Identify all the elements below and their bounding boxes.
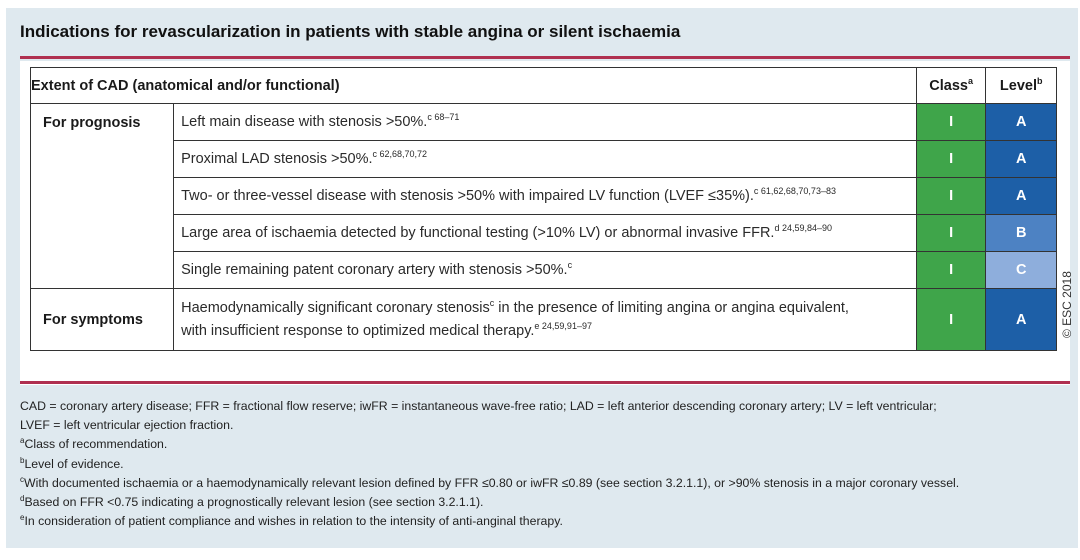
table-header-row [31, 68, 1057, 104]
class-badge: I [916, 141, 986, 178]
footnotes [20, 397, 1075, 531]
class-badge: I [916, 289, 986, 351]
recommendation-text: Large area of ischaemia detected by functional testing (>10% LV) or abnormal invasive FFR.$^{d 24,59,84-90}$ [174, 215, 917, 252]
recommendation-text: Proximal LAD stenosis >50%.$^{c 62,68,70,72}$ [174, 141, 917, 178]
class-badge: I [916, 252, 986, 289]
recommendation-text: Left main disease with stenosis >50%.$^{c 68-71}$ [174, 104, 917, 141]
footnote-b: $^b$Level of evidence. [20, 455, 124, 471]
recommendation-text: Haemodynamically significant coronary stenosis$^c$ in the presence of limiting angina or angina equivalent, with insufficient response to optimized medical therapy.$^{e 24,59,91-97}$ [174, 289, 917, 351]
header-class: Class$^a$ [916, 68, 986, 104]
group-label-symptoms: For symptoms [31, 289, 174, 351]
recommendation-box [6, 8, 1078, 548]
table-row [31, 289, 1057, 351]
level-badge: A [986, 178, 1057, 215]
table-title: Indications for revascularization in patients with stable angina or silent ischaemia [20, 22, 681, 41]
table-row [31, 252, 1057, 289]
table-row [31, 104, 1057, 141]
recommendation-text: Single remaining patent coronary artery with stenosis >50%.$^c$ [174, 252, 917, 289]
class-badge: I [916, 178, 986, 215]
table-row [31, 178, 1057, 215]
abbreviations-line-2: LVEF = left ventricular ejection fraction. [20, 418, 234, 433]
footnote-c: $^c$With documented ischaemia or a haemodynamically relevant lesion defined by FFR ≤0.80 or iwFR ≤0.89 (see section 3.2.1.1), or >90% stenosis in a major coronary vessel. [20, 474, 960, 490]
table-row [31, 141, 1057, 178]
class-badge: I [916, 104, 986, 141]
esc-copyright-watermark: © ESC 2018 [1060, 271, 1074, 338]
level-badge: B [986, 215, 1057, 252]
level-badge: A [986, 104, 1057, 141]
recommendation-text: Two- or three-vessel disease with stenosis >50% with impaired LV function (LVEF ≤35%).$^{c 61,62,68,70,73-83}$ [174, 178, 917, 215]
table-row [31, 215, 1057, 252]
class-badge: I [916, 215, 986, 252]
header-level: Level$^b$ [986, 68, 1057, 104]
level-badge: A [986, 289, 1057, 351]
abbreviations-line-1: CAD = coronary artery disease; FFR = fractional flow reserve; iwFR = instantaneous wave-free ratio; LAD = left anterior descending coronary artery; LV = left ventricular; [20, 399, 937, 413]
level-badge: C [986, 252, 1057, 289]
level-badge: A [986, 141, 1057, 178]
footnote-a: $^a$Class of recommendation. [20, 436, 168, 452]
recommendation-table-panel [20, 61, 1070, 385]
bottom-divider [20, 381, 1070, 384]
top-divider [20, 56, 1070, 59]
group-label-prognosis: For prognosis [31, 104, 174, 289]
recommendation-table [30, 67, 1057, 351]
footnote-d: $^d$Based on FFR <0.75 indicating a prognostically relevant lesion (see section 3.2.1.1). [20, 494, 484, 510]
footnote-e: $^e$In consideration of patient compliance and wishes in relation to the intensity of anti-anginal therapy. [20, 513, 563, 529]
header-extent: Extent of CAD (anatomical and/or functional) [31, 68, 917, 104]
